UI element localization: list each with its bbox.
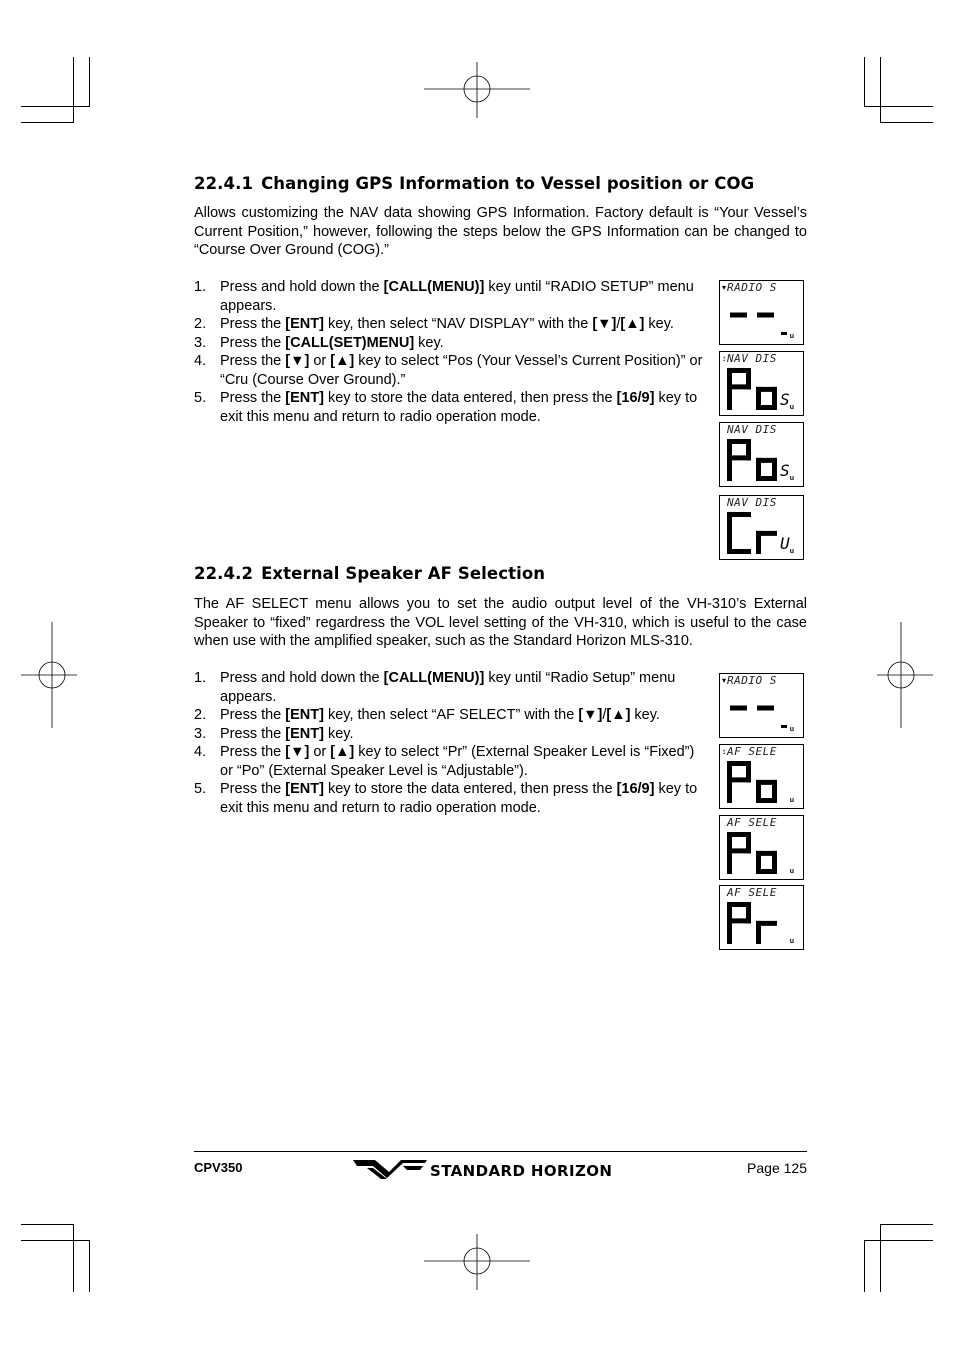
step-number: 3. [194, 334, 207, 351]
section-2-steps [194, 669, 707, 817]
lcd-label: RADIO S [727, 674, 777, 687]
lcd-display [719, 495, 804, 560]
step-number: 4. [194, 744, 207, 760]
lcd-unit-mark: u [789, 938, 794, 945]
step-number: 5. [194, 781, 207, 797]
key-name: [16/9] [616, 781, 655, 797]
lcd-unit-mark: u [789, 548, 794, 555]
key-name: [▲] [606, 707, 631, 723]
key-name: [ENT] [285, 707, 324, 723]
lcd-unit-mark: u [789, 797, 794, 804]
lcd-indicator: ▾ [722, 283, 727, 292]
step-number: 2. [194, 707, 207, 723]
lcd-sub-character: S [780, 390, 790, 409]
step-item: 1. Press and hold down the [CALL(MENU)] key until “RADIO SETUP” menu appears. [194, 279, 694, 314]
step-number: 3. [194, 725, 207, 742]
lcd-display [719, 673, 804, 738]
key-name: [CALL(SET)MENU] [285, 334, 415, 351]
step-item: 4. Press the [▼] or [▲] key to select “Pos (Your Vessel’s Current Position)” or “Cru (Course Over Ground).” [194, 353, 703, 388]
lcd-label: NAV DIS [727, 423, 777, 436]
section-2-intro: The AF SELECT menu allows you to set the audio output level of the VH-310’s External Speaker to “fixed” regardress the VOL level setting of the VH-310, which is useful to the case when use with the amplified speaker, such as the Standard Horizon MLS-310. [194, 596, 807, 650]
lcd-display [719, 422, 804, 487]
lcd-label: NAV DIS [727, 352, 777, 365]
key-name: [ENT] [285, 390, 324, 406]
lcd-unit-mark: u [789, 726, 794, 733]
section-1-steps [194, 278, 707, 426]
lcd-label: NAV DIS [727, 496, 777, 509]
lcd-sub-character: S [780, 461, 790, 480]
key-name: [▼] [285, 744, 310, 760]
key-name: [▲] [330, 353, 355, 369]
lcd-label: AF SELE [727, 816, 777, 829]
lcd-sub-character: U [780, 534, 790, 553]
lcd-indicator: ↕ [722, 354, 726, 363]
step-number: 5. [194, 390, 207, 406]
lcd-unit-mark: u [789, 404, 794, 411]
step-item: 2. Press the [ENT] key, then select “NAV DISPLAY” with the [▼]/[▲] key. [194, 316, 674, 332]
lcd-indicator: ↕ [722, 747, 726, 756]
registration-mark-left [21, 622, 77, 728]
step-item: 5. Press the [ENT] key to store the data entered, then press the [16/9] key to exit this menu and return to radio operation mode. [194, 390, 698, 425]
registration-mark-bottom [424, 1234, 530, 1290]
lcd-unit-mark: u [789, 333, 794, 340]
step-number: 2. [194, 316, 207, 332]
step-item: 3. Press the [CALL(SET)MENU] key. [194, 334, 444, 351]
footer-page-number: Page 125 [747, 1160, 807, 1176]
section-2-number: 22.4.2 [194, 564, 254, 583]
key-name: [ENT] [285, 316, 324, 332]
step-item: 1. Press and hold down the [CALL(MENU)] key until “Radio Setup” menu appears. [194, 670, 676, 705]
lcd-label: AF SELE [727, 886, 777, 899]
section-2-title: External Speaker AF Selection [261, 564, 546, 583]
lcd-label: RADIO S [727, 281, 777, 294]
lcd-unit-mark: u [789, 475, 794, 482]
step-number: 4. [194, 353, 207, 369]
lcd-display [719, 351, 804, 416]
lcd-display [719, 744, 804, 809]
footer-brand: STANDARD HORIZON [430, 1162, 613, 1180]
key-name: [▼] [578, 707, 603, 723]
section-2-heading [194, 564, 545, 583]
lcd-display [719, 815, 804, 880]
step-item: 2. Press the [ENT] key, then select “AF SELECT” with the [▼]/[▲] key. [194, 707, 660, 723]
standard-horizon-logo-icon [353, 1158, 427, 1180]
step-item: 3. Press the [ENT] key. [194, 725, 354, 742]
key-name: [▲] [330, 744, 355, 760]
key-name: [16/9] [616, 390, 655, 406]
footer-rule [194, 1151, 807, 1152]
registration-mark-right [877, 622, 933, 728]
footer-model: CPV350 [194, 1160, 243, 1175]
section-1-title: Changing GPS Information to Vessel position or COG [261, 174, 755, 193]
key-name: [▲] [620, 316, 645, 332]
step-item: 5. Press the [ENT] key to store the data entered, then press the [16/9] key to exit this menu and return to radio operation mode. [194, 781, 698, 816]
section-1-number: 22.4.1 [194, 174, 254, 193]
section-1-heading [194, 174, 754, 193]
lcd-label: AF SELE [727, 745, 777, 758]
lcd-display [719, 280, 804, 345]
key-name: [▼] [592, 316, 617, 332]
step-number: 1. [194, 670, 207, 686]
lcd-display [719, 885, 804, 950]
key-name: [ENT] [285, 725, 324, 742]
key-name: [CALL(MENU)] [383, 279, 485, 295]
step-item: 4. Press the [▼] or [▲] key to select “Pr” (External Speaker Level is “Fixed”) or “Po” (External Speaker Level is “Adjustable”). [194, 744, 695, 779]
key-name: [CALL(MENU)] [383, 670, 485, 686]
registration-mark-top [424, 62, 530, 118]
step-number: 1. [194, 279, 207, 295]
key-name: [ENT] [285, 781, 324, 797]
lcd-indicator: ▾ [722, 676, 727, 685]
key-name: [▼] [285, 353, 310, 369]
section-1-intro: Allows customizing the NAV data showing GPS Information. Factory default is “Your Vessel’s Current Position,” however, following the steps below the GPS Information can be changed to “Course Over Ground (COG).” [194, 205, 807, 259]
lcd-unit-mark: u [789, 868, 794, 875]
